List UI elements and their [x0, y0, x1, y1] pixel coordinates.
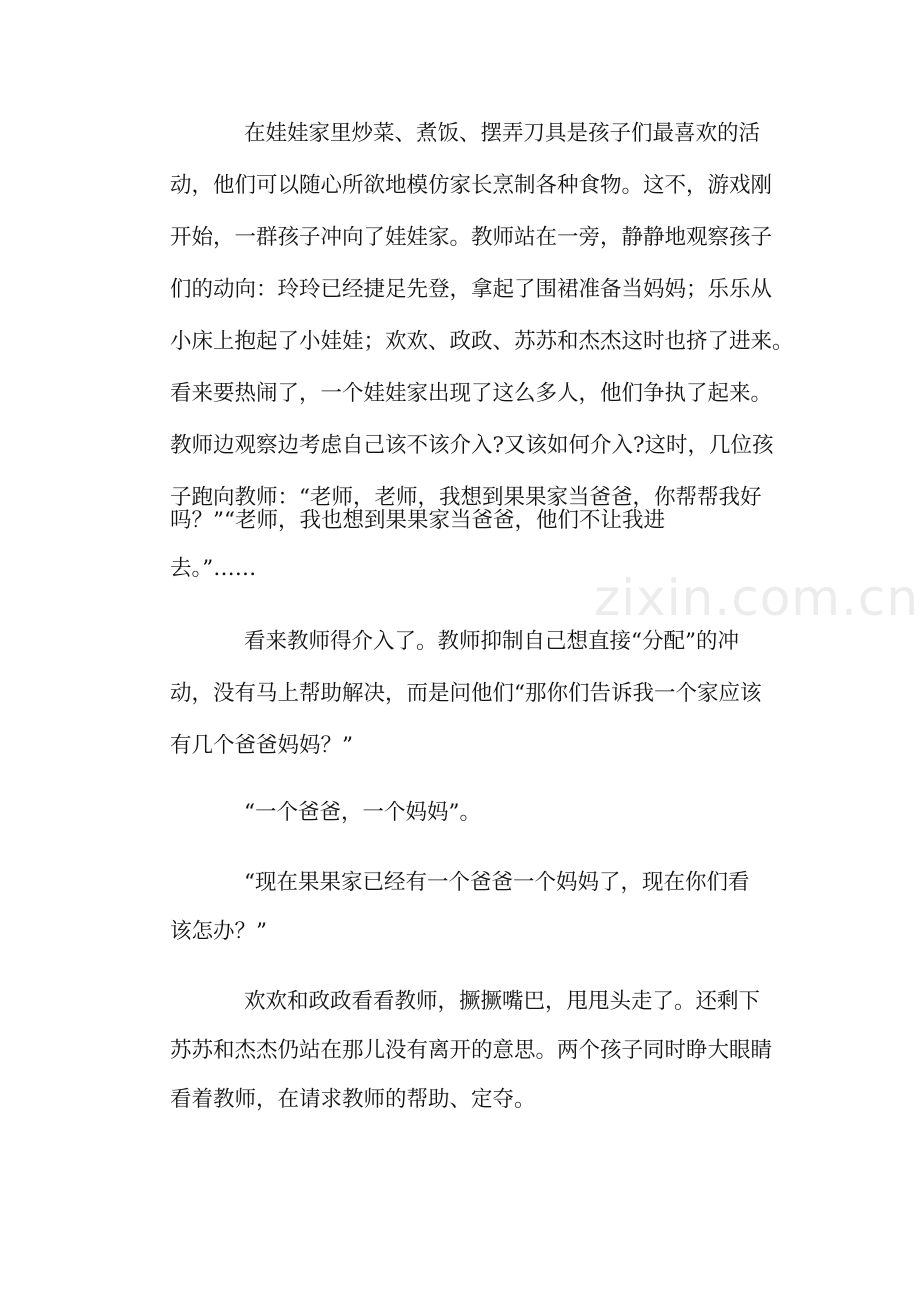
line-text: 欢欢和政政看看教师，撅撅嘴巴，甩甩头走了。还剩下: [244, 989, 761, 1014]
line-text: 苏苏和杰杰仍站在那儿没有离开的意思。两个孩子同时睁大眼睛: [170, 1038, 773, 1063]
line-text: 去。”……: [170, 556, 257, 581]
paragraph-line: [0, 114, 920, 154]
paragraph-line: [0, 912, 920, 952]
line-text: 有几个爸爸妈妈？”: [170, 733, 353, 758]
line-text: 子跑向教师：“老师，老师，我想到果果家当爸爸，你帮帮我好: [170, 485, 762, 510]
paragraph-line: [0, 374, 920, 414]
line-text: 开始，一群孩子冲向了娃娃家。教师站在一旁，静静地观察孩子: [170, 225, 773, 250]
paragraph-line: [0, 270, 920, 310]
paragraph-line: [0, 166, 920, 206]
line-text: 动，没有马上帮助解决，而是问他们“那你们告诉我一个家应该: [170, 681, 762, 706]
line-text: 吗？”“老师，我也想到果果家当爸爸，他们不让我进: [170, 508, 665, 533]
line-text: 们的动向：玲玲已经捷足先登，拿起了围裙准备当妈妈；乐乐从: [170, 277, 773, 302]
paragraph-line: [0, 674, 920, 714]
paragraph-line: [0, 793, 920, 833]
line-text: 看着教师，在请求教师的帮助、定夺。: [170, 1087, 536, 1112]
paragraph-line: [0, 982, 920, 1022]
paragraph-line: [0, 426, 920, 466]
line-text: “一个爸爸，一个妈妈”。: [244, 800, 481, 825]
line-text: 看来教师得介入了。教师抑制自己想直接“分配”的冲: [244, 629, 739, 654]
paragraph-line: [0, 218, 920, 258]
line-text: “现在果果家已经有一个爸爸一个妈妈了，现在你们看: [244, 870, 750, 895]
watermark: zixin.com.cn: [594, 569, 920, 627]
paragraph-line: [0, 622, 920, 662]
paragraph-line: [0, 1031, 920, 1071]
line-text: 在娃娃家里炒菜、煮饭、摆弄刀具是孩子们最喜欢的活: [244, 121, 761, 146]
line-text: 动，他们可以随心所欲地模仿家长烹制各种食物。这不，游戏刚: [170, 173, 773, 198]
line-text: 教师边观察边考虑自己该不该介入?又该如何介入?这时，几位孩: [170, 433, 774, 458]
paragraph-line: [0, 322, 920, 362]
line-text: 看来要热闹了，一个娃娃家出现了这么多人，他们争执了起来。: [170, 381, 773, 406]
paragraph-line: [0, 863, 920, 903]
paragraph-line: [0, 726, 920, 766]
paragraph-line: [0, 1080, 920, 1120]
line-text: 小床上抱起了小娃娃；欢欢、政政、苏苏和杰杰这时也挤了进来。: [170, 329, 794, 354]
line-text: 该怎办？”: [170, 919, 267, 944]
paragraph-line: [0, 501, 920, 541]
paragraph-line: [0, 549, 920, 589]
